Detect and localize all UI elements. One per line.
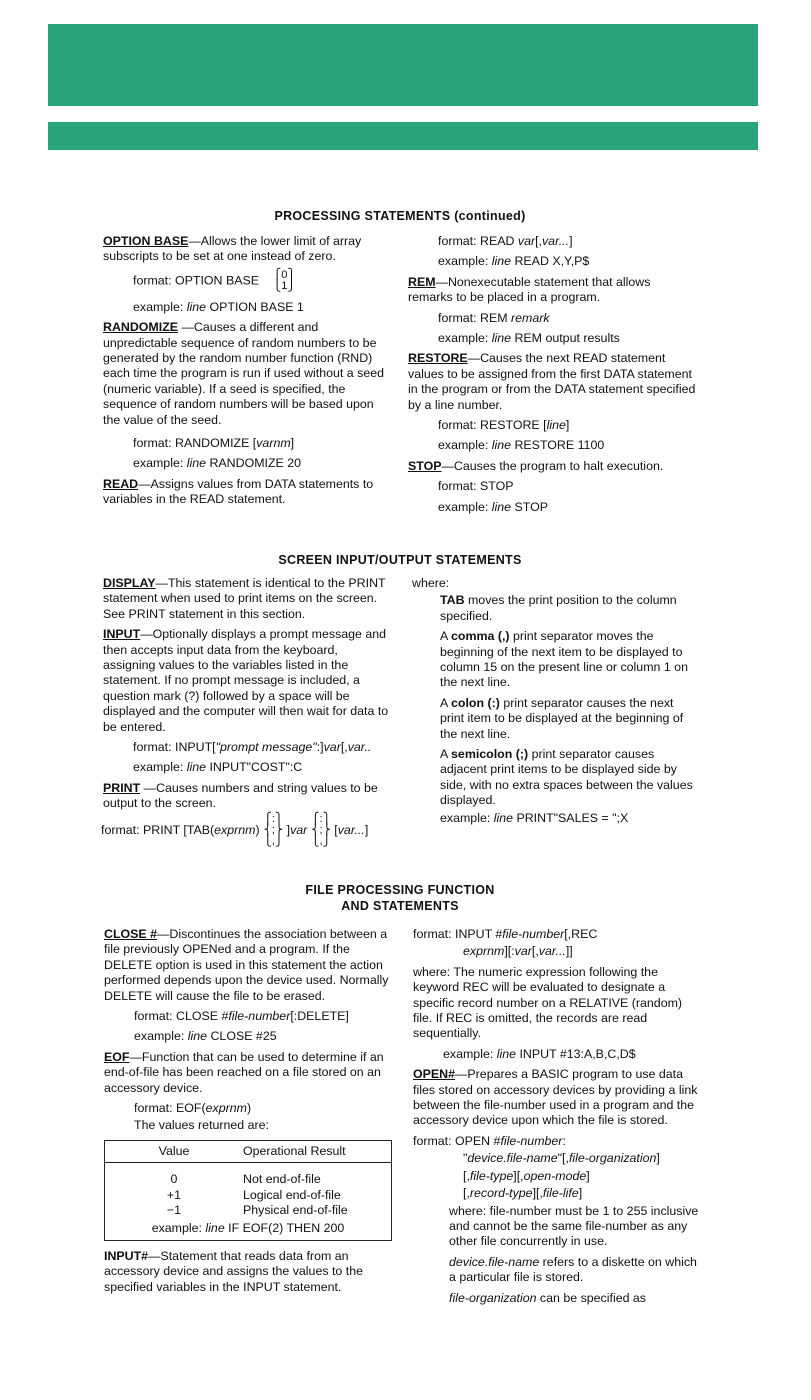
- restore-keyword: RESTORE: [408, 351, 468, 366]
- option-base-example: example: line OPTION BASE 1: [133, 299, 304, 314]
- print-keyword: PRINT: [103, 780, 141, 795]
- randomize-entry: RANDOMIZE —Causes a different and unpredictable sequence of random numbers to be generated by the random number function (RND) each time the program is run if used without a seed (numeric variable). If a seed is specified, the sequence of random numbers will be based upon the value of the seed.: [103, 320, 385, 427]
- open-keyword: OPEN#: [413, 1067, 456, 1082]
- restore-format: format: RESTORE [line]: [438, 418, 570, 433]
- table-row: 0 Not end-of-file: [170, 1172, 321, 1187]
- input-hash-format-line-2: exprnm][:var[,var...]]: [463, 944, 573, 959]
- option-base-entry: OPTION BASE—Allows the lower limit of array subscripts to be set at one instead of zero.: [103, 234, 362, 264]
- table-header: [105, 1141, 391, 1163]
- read-entry: READ—Assigns values from DATA statements to variables in the READ statement.: [103, 476, 374, 507]
- section-title-processing: PROCESSING STATEMENTS (continued): [274, 209, 526, 223]
- comma-entry: A comma (,) print separator moves the beginning of the next item to be displayed to column 15 on the present line or column 1 on the next line.: [440, 629, 688, 690]
- semicolon-keyword: semicolon (;): [451, 747, 529, 762]
- table-header-result: Operational Result: [243, 1143, 346, 1158]
- eof-entry: EOF—Function that can be used to determine if an end-of-file has been reached on a file stored on an accessory device.: [104, 1049, 384, 1095]
- file-left-column: [104, 927, 396, 1297]
- eof-values-returned: The values returned are:: [134, 1118, 269, 1133]
- input-example: example: line INPUT"COST":C: [133, 760, 303, 775]
- open-format-line-3: [,file-type][,open-mode]: [463, 1168, 590, 1183]
- stop-format: format: STOP: [438, 479, 514, 494]
- open-organization-desc: file-organization can be specified as: [449, 1290, 647, 1305]
- input-hash-format: format: INPUT #file-number[,REC: [413, 927, 598, 941]
- open-entry: OPEN#—Prepares a BASIC program to use data files stored on accessory devices by providing a link between the file-number used in a program and the accessory device upon which the file is stored.: [413, 1067, 698, 1128]
- tab-keyword: TAB: [440, 593, 465, 608]
- close-example: example: line CLOSE #25: [134, 1029, 277, 1044]
- header-band-bottom: [48, 122, 758, 150]
- stop-keyword: STOP: [408, 458, 442, 473]
- table-row: −1 Physical end-of-file: [166, 1203, 348, 1218]
- randomize-format: format: RANDOMIZE [varnm]: [133, 436, 295, 451]
- close-keyword: CLOSE #: [104, 927, 158, 941]
- input-hash-where: where: The numeric expression following the keyword REC will be evaluated to designate a specific record number on a RELATIVE (random) file. If REC is omitted, the records are read sequentially.: [413, 964, 683, 1041]
- processing-left-column: [103, 234, 388, 510]
- processing-right-column: [408, 234, 698, 517]
- section-title-file-1: FILE PROCESSING FUNCTION: [305, 883, 495, 897]
- input-hash-example: example: line INPUT #13:A,B,C,D$: [443, 1046, 636, 1061]
- input-hash-entry: INPUT#—Statement that reads data from an accessory device and assigns the values to the specified variables in the INPUT statement.: [104, 1248, 363, 1294]
- open-format: format: OPEN #file-number:: [413, 1133, 566, 1148]
- rem-format: format: REM remark: [438, 310, 550, 325]
- option-base-brace: ⎧0⎫ ⎩1⎭: [273, 268, 296, 292]
- stop-example: example: line STOP: [438, 499, 548, 514]
- print-separator-brace-2: ⎧:⎫ ⎨;⎬ ⎩,⎭: [311, 812, 331, 847]
- table-example: example: line IF EOF(2) THEN 200: [151, 1220, 345, 1235]
- open-device-desc: device.file-name refers to a diskette on which a particular file is stored.: [449, 1254, 697, 1285]
- where-label: where:: [412, 576, 450, 590]
- input-keyword: INPUT: [103, 627, 141, 642]
- eof-values-table: [104, 1140, 392, 1241]
- rem-keyword: REM: [408, 274, 436, 289]
- print-example: example: line PRINT"SALES = ";X: [440, 810, 629, 825]
- stop-entry: STOP—Causes the program to halt execution.: [408, 458, 664, 473]
- rem-example: example: line REM output results: [438, 331, 620, 346]
- eof-format: format: EOF(exprnm): [134, 1101, 252, 1116]
- display-keyword: DISPLAY: [103, 576, 156, 590]
- section-title-screen: SCREEN INPUT/OUTPUT STATEMENTS: [278, 553, 522, 567]
- open-format-line-2: "device.file-name"[,file-organization]: [463, 1151, 660, 1166]
- comma-keyword: comma (,): [451, 629, 510, 644]
- semicolon-entry: A semicolon (;) print separator causes adjacent print items to be displayed side by side, with no extra spaces between the values displayed.: [440, 747, 693, 808]
- randomize-keyword: RANDOMIZE: [103, 320, 179, 335]
- read-example: example: line READ X,Y,P$: [438, 254, 590, 269]
- open-format-line-4: [,record-type][,file-life]: [463, 1186, 583, 1201]
- file-right-column: [413, 927, 700, 1308]
- input-hash-keyword: INPUT#: [104, 1248, 149, 1263]
- eof-keyword: EOF: [104, 1049, 130, 1064]
- screen-right-column: [412, 576, 698, 828]
- randomize-example: example: line RANDOMIZE 20: [133, 456, 302, 471]
- close-format: format: CLOSE #file-number[:DELETE]: [134, 1009, 349, 1024]
- rem-entry: REM—Nonexecutable statement that allows remarks to be placed in a program.: [408, 274, 651, 305]
- header-band-top: [48, 24, 758, 106]
- option-base-keyword: OPTION BASE: [103, 234, 189, 248]
- input-entry: INPUT—Optionally displays a prompt message and then accepts input data from the keyboard, assigning values to the variables listed in the statement. If no prompt message is included, a question mark (?) followed by a space will be displayed and the computer will then wait for data to be entered.: [103, 627, 389, 734]
- read-format: format: READ var[,var...]: [438, 234, 573, 248]
- tab-entry: TAB moves the print position to the column specified.: [440, 593, 677, 623]
- screen-left-column: [103, 576, 393, 849]
- restore-entry: RESTORE—Causes the next READ statement values to be assigned from the first DATA statement in the program or from the DATA statement specified by a line number.: [408, 351, 696, 412]
- table-header-value: Value: [158, 1143, 190, 1158]
- option-base-format: format: OPTION BASE ⎧0⎫ ⎩1⎭: [133, 268, 296, 292]
- colon-keyword: colon (:): [451, 695, 500, 710]
- colon-entry: A colon (:) print separator causes the next print item to be displayed at the beginning of the next line.: [440, 695, 684, 741]
- section-title-file-2: AND STATEMENTS: [341, 899, 459, 913]
- display-entry: DISPLAY—This statement is identical to the PRINT statement when used to print items on the screen. See PRINT statement in this section.: [103, 576, 386, 621]
- read-keyword: READ: [103, 476, 139, 491]
- input-format: format: INPUT["prompt message":]var[,var..: [133, 740, 372, 755]
- restore-example: example: line RESTORE 1100: [438, 438, 605, 453]
- print-separator-brace-1: ⎧:⎫ ⎨;⎬ ⎩,⎭: [263, 812, 284, 847]
- close-entry: CLOSE #—Discontinues the association between a file previously OPENed and a program. If the DELETE option is used in this statement the action performed depends upon the device used. Normally DELETE will cause the file to be erased.: [104, 927, 389, 1003]
- print-entry: PRINT —Causes numbers and string values to be output to the screen.: [103, 780, 378, 811]
- print-format: format: PRINT [TAB(exprnm)⎧:⎫ ⎨;⎬ ⎩,⎭ ]var⎧:⎫ ⎨;⎬ ⎩,⎭ [var...]: [101, 812, 369, 847]
- table-row: +1 Logical end-of-file: [166, 1187, 341, 1202]
- open-where: where: file-number must be 1 to 255 inclusive and cannot be the same file-number as any other file concurrently in use.: [449, 1203, 699, 1249]
